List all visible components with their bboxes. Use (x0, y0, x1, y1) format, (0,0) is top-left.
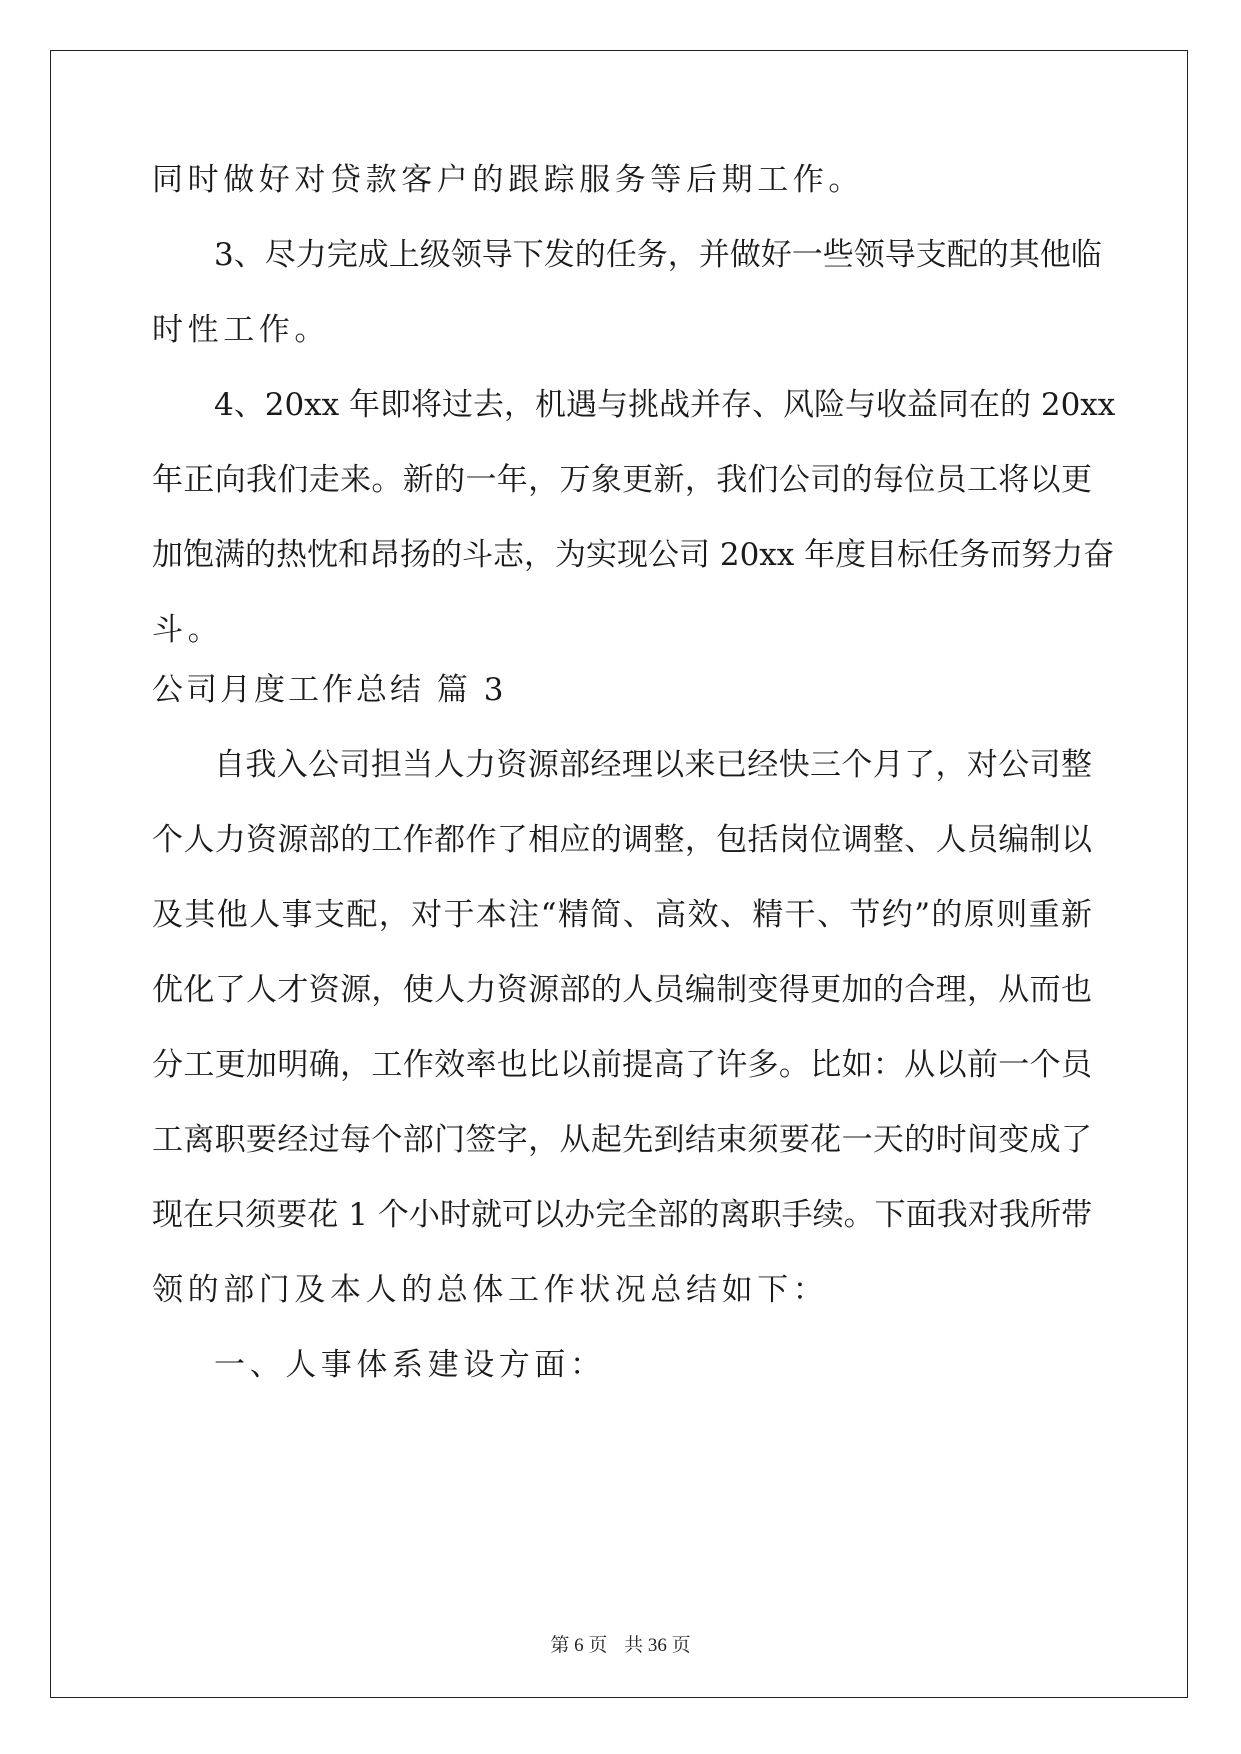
text-line: 工离职要经过每个部门签字，从起先到结束须要花一天的时间变成了 (152, 1122, 1092, 1158)
text-line: 优化了人才资源，使人力资源部的人员编制变得更加的合理，从而也 (152, 972, 1092, 1008)
text-line: 时性工作。 (152, 312, 330, 348)
section-heading: 公司月度工作总结 篇 3 (152, 672, 507, 708)
text-line: 加饱满的热忱和昂扬的斗志，为实现公司 20xx 年度目标任务而努力奋 (152, 537, 1115, 573)
page-footer (0, 1630, 1241, 1657)
page-total: 共 36 页 (624, 1635, 691, 1656)
text-line: 一、人事体系建设方面： (214, 1347, 606, 1383)
page-border (50, 50, 1188, 1698)
page-number: 第 6 页 (550, 1635, 608, 1656)
text-line: 斗。 (152, 612, 224, 648)
text-line: 及其他人事支配，对于本注“精简、高效、精干、节约”的原则重新 (152, 897, 1092, 933)
text-line: 年正向我们走来。新的一年，万象更新，我们公司的每位员工将以更 (152, 462, 1092, 498)
text-line: 领的部门及本人的总体工作状况总结如下： (152, 1272, 829, 1308)
text-line: 现在只须要花 1 个小时就可以办完全部的离职手续。下面我对我所带 (152, 1197, 1092, 1233)
text-line: 个人力资源部的工作都作了相应的调整，包括岗位调整、人员编制以 (152, 822, 1092, 858)
text-line: 3、尽力完成上级领导下发的任务，并做好一些领导支配的其他临 (214, 237, 1102, 273)
text-line: 自我入公司担当人力资源部经理以来已经快三个月了，对公司整 (214, 747, 1092, 783)
text-line: 分工更加明确，工作效率也比以前提高了许多。比如：从以前一个员 (152, 1047, 1092, 1083)
text-line: 4、20xx 年即将过去，机遇与挑战并存、风险与收益同在的 20xx (214, 387, 1116, 423)
text-line: 同时做好对贷款客户的跟踪服务等后期工作。 (152, 162, 864, 198)
